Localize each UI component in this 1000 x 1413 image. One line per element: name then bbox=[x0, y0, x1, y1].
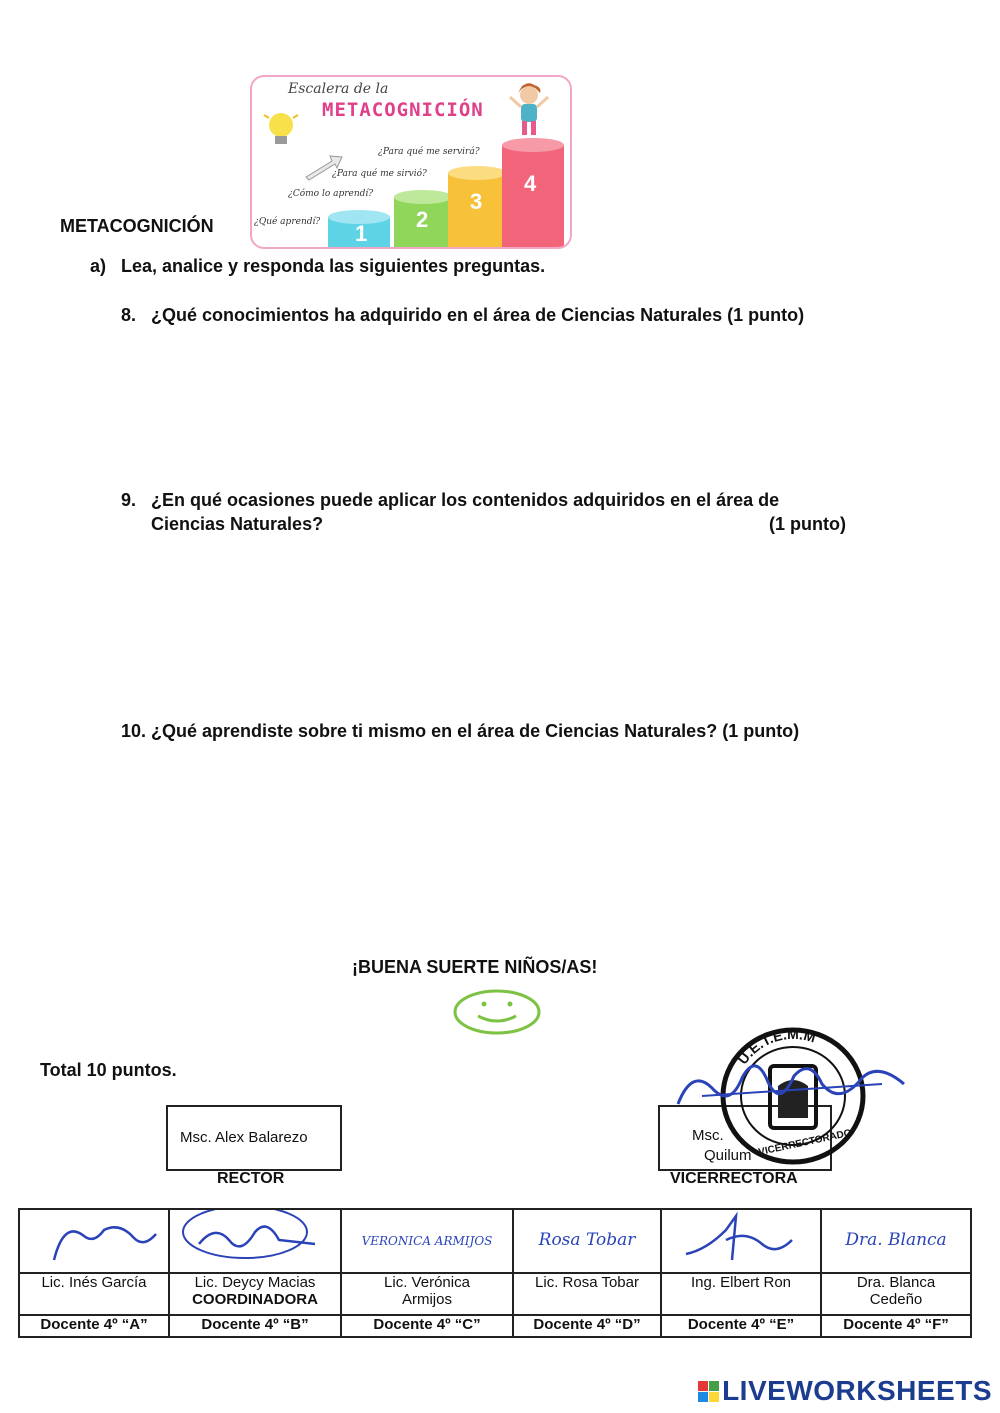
step-label-2: ¿Cómo lo aprendí? bbox=[288, 189, 374, 199]
step-label-3: ¿Para qué me sirvió? bbox=[332, 169, 427, 179]
instruction-text: Lea, analice y responda las siguientes preguntas. bbox=[121, 256, 546, 276]
teacher-name-cell bbox=[169, 1273, 341, 1315]
signature-text: Dra. Blanca bbox=[845, 1230, 947, 1250]
step-number-2: 2 bbox=[416, 207, 429, 232]
smiley-face-icon bbox=[452, 988, 542, 1036]
teacher-name: Lic. Inés García bbox=[41, 1274, 147, 1291]
handwritten-signature bbox=[175, 1210, 335, 1268]
teacher-name-line2: Armijos bbox=[401, 1291, 452, 1308]
image-title-small: Escalera de la bbox=[288, 81, 389, 97]
teacher-role: COORDINADORA bbox=[192, 1291, 318, 1308]
signature-text: VERONICA ARMIJOS bbox=[361, 1234, 493, 1248]
total-points: Total 10 puntos. bbox=[40, 1060, 177, 1080]
teacher-name-cell bbox=[19, 1273, 169, 1315]
image-title-big: METACOGNICIÓN bbox=[322, 99, 484, 121]
step-label-1: ¿Qué aprendí? bbox=[254, 217, 321, 227]
signature-cell bbox=[821, 1209, 971, 1273]
teacher-section: Docente 4º “B” bbox=[169, 1315, 341, 1337]
teacher-name: Lic. Deycy Macias bbox=[194, 1274, 316, 1291]
teacher-name: Lic. Verónica bbox=[384, 1274, 470, 1291]
signature-cell bbox=[169, 1209, 341, 1273]
step-number-3: 3 bbox=[470, 189, 483, 214]
rector-name-box bbox=[166, 1105, 342, 1171]
step-label-4: ¿Para qué me servirá? bbox=[378, 147, 480, 157]
liveworksheets-logo bbox=[698, 1375, 992, 1407]
teacher-section: Docente 4º “E” bbox=[661, 1315, 821, 1337]
signature-cell bbox=[19, 1209, 169, 1273]
question-text-line2: Ciencias Naturales? bbox=[151, 514, 324, 534]
teacher-name-cell bbox=[513, 1273, 661, 1315]
step-number-1: 1 bbox=[355, 221, 368, 246]
teacher-name: Lic. Rosa Tobar bbox=[535, 1274, 639, 1291]
teacher-name-cell bbox=[821, 1273, 971, 1315]
rector-title: RECTOR bbox=[217, 1170, 285, 1187]
good-luck-text: ¡BUENA SUERTE NIÑOS/AS! bbox=[352, 957, 598, 977]
teacher-section: Docente 4º “C” bbox=[341, 1315, 513, 1337]
signature-cell bbox=[661, 1209, 821, 1273]
teacher-name-cell bbox=[341, 1273, 513, 1315]
teacher-name: Ing. Elbert Ron bbox=[690, 1274, 792, 1291]
name-row bbox=[19, 1273, 971, 1315]
vice-name-line1: Msc. bbox=[692, 1127, 724, 1144]
metacognition-stairs-image bbox=[250, 75, 572, 249]
teacher-name-line2: Cedeño bbox=[869, 1291, 923, 1308]
question-text: ¿En qué ocasiones puede aplicar los contenidos adquiridos en el área de bbox=[151, 490, 780, 510]
instruction-marker: a) bbox=[90, 256, 107, 276]
stamp-text: U.E.T.E.M.M bbox=[734, 1026, 818, 1068]
signature-cell bbox=[513, 1209, 661, 1273]
vice-rector-title: VICERRECTORA bbox=[670, 1170, 798, 1187]
lws-logo-text: LIVEWORKSHEETS bbox=[722, 1375, 992, 1406]
girl-figure-icon bbox=[504, 83, 554, 139]
teacher-section: Docente 4º “F” bbox=[821, 1315, 971, 1337]
signature-row bbox=[19, 1209, 971, 1273]
signature-cell bbox=[341, 1209, 513, 1273]
teacher-section: Docente 4º “D” bbox=[513, 1315, 661, 1337]
stamp-subtext: VICERRECTORADO bbox=[757, 1127, 853, 1159]
question-number: 10. bbox=[121, 721, 147, 741]
lightbulb-icon bbox=[262, 107, 300, 151]
step-number-4: 4 bbox=[524, 171, 537, 196]
vice-name-line2: Quilum bbox=[704, 1147, 752, 1164]
teacher-name: Dra. Blanca bbox=[856, 1274, 936, 1291]
handwritten-signature bbox=[666, 1210, 816, 1268]
section-row bbox=[19, 1315, 971, 1337]
vice-rector-signature bbox=[672, 1048, 912, 1118]
rector-name: Msc. Alex Balarezo bbox=[180, 1129, 308, 1146]
question-text: ¿Qué aprendiste sobre ti mismo en el área de Ciencias Naturales? (1 punto) bbox=[151, 721, 800, 741]
question-number: 8. bbox=[121, 305, 137, 325]
teacher-section: Docente 4º “A” bbox=[19, 1315, 169, 1337]
handwritten-signature bbox=[24, 1210, 164, 1268]
signature-text: Rosa Tobar bbox=[538, 1230, 636, 1250]
question-number: 9. bbox=[121, 490, 137, 510]
question-points: (1 punto) bbox=[769, 514, 846, 534]
teacher-signature-table bbox=[18, 1208, 972, 1338]
stair-cylinders bbox=[322, 135, 570, 247]
lws-logo-icon bbox=[698, 1381, 719, 1402]
section-title: METACOGNICIÓN bbox=[60, 216, 214, 236]
teacher-name-cell bbox=[661, 1273, 821, 1315]
question-text: ¿Qué conocimientos ha adquirido en el área de Ciencias Naturales (1 punto) bbox=[151, 305, 805, 325]
